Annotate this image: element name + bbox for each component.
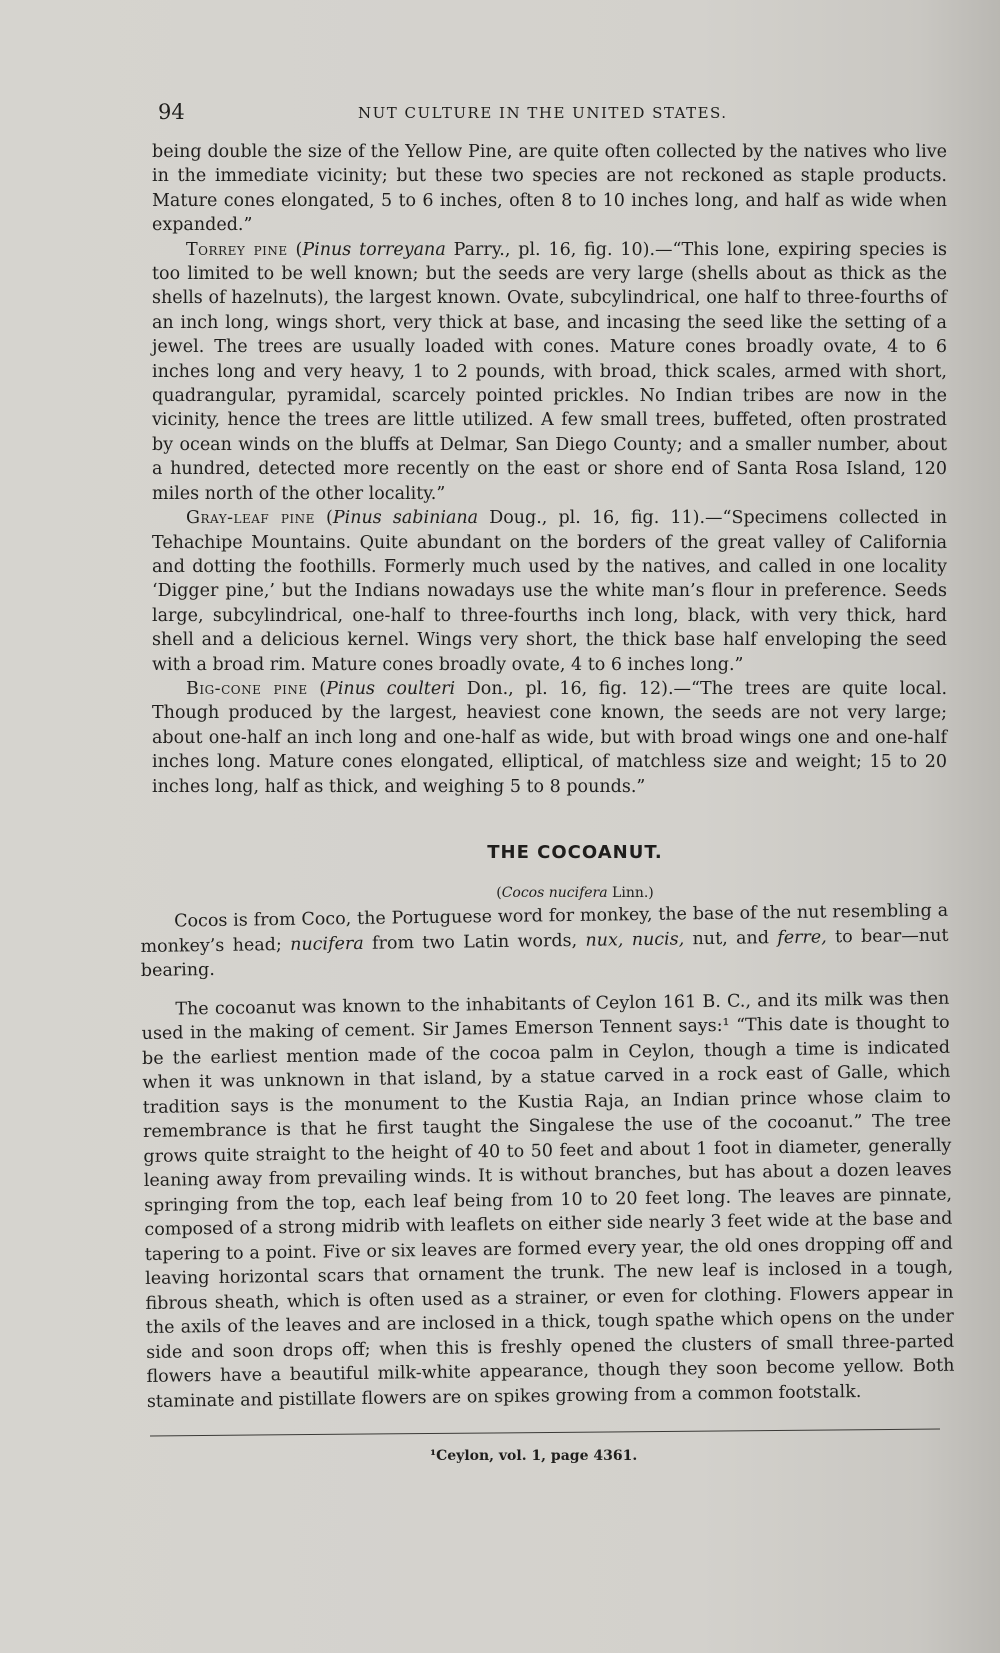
species-name: Gray-leaf pine	[186, 508, 315, 529]
species-name: Torrey pine	[186, 239, 288, 260]
section-title: THE COCOANUT.	[487, 842, 663, 863]
text-run: nut, and	[684, 927, 778, 949]
paragraph-gray-leaf-pine	[152, 506, 947, 677]
paren: (	[326, 508, 333, 529]
text-run: to bear—nut bearing.	[140, 925, 949, 981]
authority: Linn.)	[607, 885, 654, 901]
footnote: ¹Ceylon, vol. 1, page 4361.	[430, 1448, 638, 1464]
latin-name: Pinus torreyana	[302, 239, 446, 260]
paragraph-torrey-pine	[152, 238, 947, 506]
paragraph-text: Doug., pl. 16, fig. 11).—“Specimens collected in Tehachipe Mountains. Quite abundant on the borders of the great valley of California and dotting the foothills. Formerly much used by the natives, and called in one locality ‘Digger pine,’ but the Indians nowadays use the white man’s flour in preference. Seeds large, subcylindrical, one-half to three-fourths inch long, black, with very thick, hard shell and a delicious kernel. Wings very short, the thick base half enveloping the seed with a broad rim. Mature cones broadly ovate, 4 to 6 inches long.”	[152, 508, 947, 675]
paragraph-yellow-pine-end: being double the size of the Yellow Pine, are quite often collected by the natives who live in the immediate vicinity; but these two species are not reckoned as staple products. Mature cones elongated, 5 to 6 inches, often 8 to 10 inches long, and half as wide when expanded.”	[152, 142, 947, 236]
italic-term: nux, nucis,	[585, 928, 685, 951]
paren: (	[295, 239, 303, 260]
paren: (	[496, 885, 502, 901]
paragraph-etymology	[140, 899, 949, 984]
section-subtitle	[0, 885, 1000, 901]
italic-term: nucifera	[289, 933, 364, 955]
text-run: Cocos is from Coco, the Portuguese word for monkey, the base of the nut resembling a monkey’s head;	[140, 900, 949, 957]
cocoanut-text	[140, 899, 955, 1428]
latin-name: Cocos nucifera	[501, 885, 608, 901]
paragraph-text: Don., pl. 16, fig. 12).—“The trees are quite local. Though produced by the largest, heaviest cone known, the seeds are not very large; about one-half an inch long and one-half as wide, but with broad wings one and one-half inches long. Mature cones elongated, elliptical, of matchless size and weight; 15 to 20 inches long, half as thick, and weighing 5 to 8 pounds.”	[152, 678, 948, 797]
text-run: from two Latin words,	[363, 930, 586, 954]
page-header	[158, 100, 948, 130]
pine-descriptions	[152, 140, 947, 799]
footnote-rule	[150, 1429, 940, 1437]
page-number: 94	[158, 100, 185, 124]
italic-term: ferre,	[777, 926, 827, 948]
latin-name: Pinus sabiniana	[332, 508, 479, 529]
species-name: Big-cone pine	[186, 678, 308, 699]
latin-name: Pinus coulteri	[326, 678, 456, 699]
paragraph-history: The cocoanut was known to the inhabitants of Ceylon 161 B. C., and its milk was then used in the making of cement. Sir James Emerson Tennent says:¹ “This date is thought to be the earliest mention made of the cocoa palm in Ceylon, though a time is indicated when it was unknown in that island, by a statue carved in a rock east of Galle, which tradition says is the monument to the Kustia Raja, an Indian prince whose claim to remembrance is that he first taught the Singalese the use of the cocoanut.” The tree grows quite straight to the height of 40 to 50 feet and about 1 foot in diameter, generally leaning away from prevailing winds. It is without branches, but has about a dozen leaves springing from the top, each leaf being from 10 to 20 feet long. The leaves are pinnate, composed of a strong midrib with leaflets on either side nearly 3 feet wide at the base and tapering to a point. Five or six leaves are formed every year, the old ones dropping off and leaving horizontal scars that ornament the trunk. The new leaf is inclosed in a tough, fibrous sheath, which is often used as a strainer, or even for clothing. Flowers appear in the axils of the leaves and are inclosed in a thick, tough spathe which opens on the under side and soon drops off; when this is freshly opened the clusters of small three-parted flowers have a beautiful milk-white appearance, though they soon become yellow. Both staminate and pistillate flowers are on spikes growing from a common footstalk.	[141, 988, 955, 1412]
paragraph-big-cone-pine	[152, 677, 947, 799]
paragraph-text: Parry., pl. 16, fig. 10).—“This lone, expiring species is too limited to be well known; but the seeds are very large (shells about as thick as the shells of hazelnuts), the largest known. Ovate, subcylindrical, one half to three-fourths of an inch long, wings short, very thick at base, and incasing the seed like the setting of a jewel. The trees are usually loaded with cones. Mature cones broadly ovate, 4 to 6 inches long and very heavy, 1 to 2 pounds, with broad, thick scales, armed with short, quadrangular, pyramidal, scarcely pointed prickles. No Indian tribes are now in the vicinity, hence the trees are little utilized. A few small trees, buffeted, often prostrated by ocean winds on the bluffs at Delmar, San Diego County; and a smaller number, about a hundred, detected more recently on the east or shore end of Santa Rosa Island, 120 miles north of the other locality.”	[152, 239, 947, 504]
paren: (	[319, 678, 327, 699]
running-title: NUT CULTURE IN THE UNITED STATES.	[358, 104, 728, 122]
